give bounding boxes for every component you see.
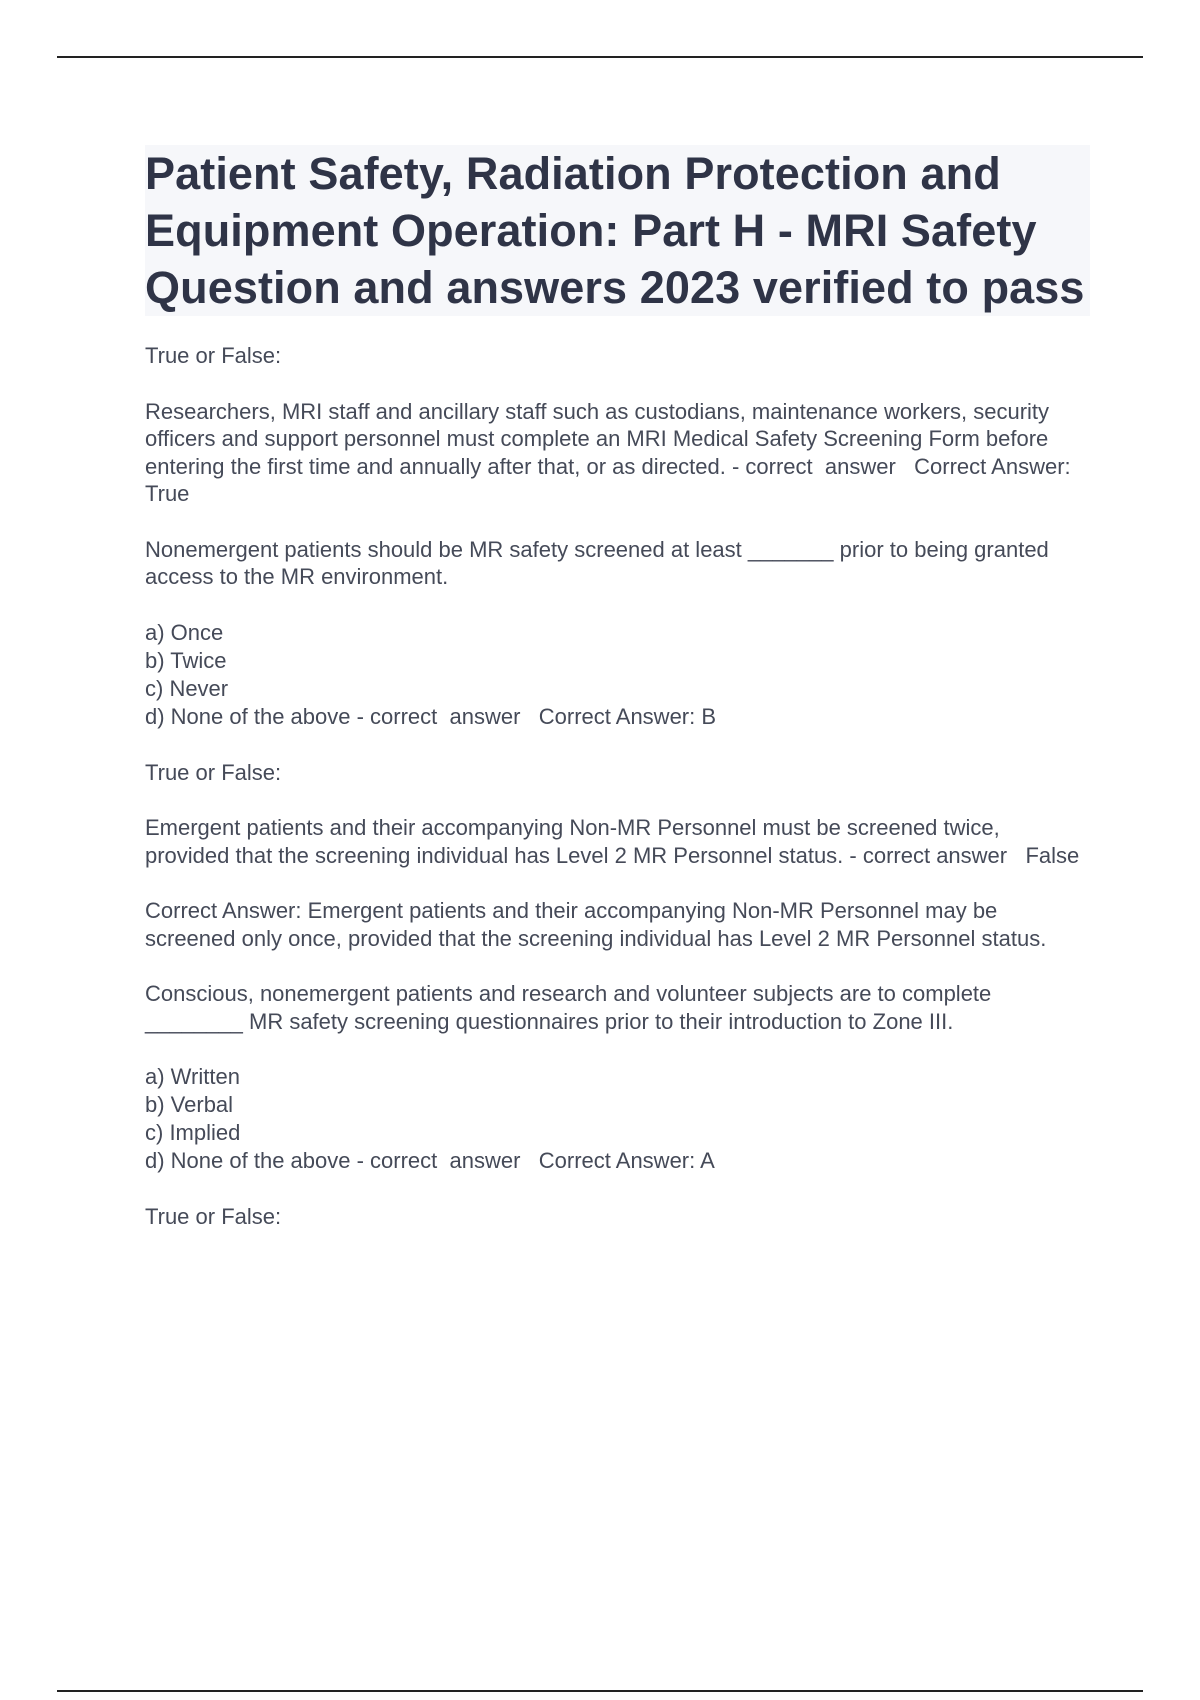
question-text: Emergent patients and their accompanying Non-MR Personnel must be screened twice, provided that the screening individual has Level 2 MR Personnel status. - correct answer False [145,815,1080,868]
question-text: Nonemergent patients should be MR safety screened at least _______ prior to being granted access to the MR environment. [145,536,1049,589]
question-prompt: True or False: [145,1204,282,1229]
option-item: b) Verbal [145,1092,234,1117]
option-item: d) None of the above - correct answer Correct Answer: A [145,1148,715,1173]
question-text: Conscious, nonemergent patients and research and volunteer subjects are to complete ________ MR safety screening questionnaires prior to their introduction to Zone III. [145,981,992,1034]
document-title: Patient Safety, Radiation Protection and Equipment Operation: Part H - MRI Safety Question and answers 2023 verified to pass [145,148,1085,313]
answer-options [145,619,1090,731]
question-text: Researchers, MRI staff and ancillary staff such as custodians, maintenance workers, security officers and support personnel must complete an MRI Medical Safety Screening Form before entering the first time and annually after that, or as directed. - correct answer Correct Answer: True [145,398,1077,506]
header-rule [57,56,1143,58]
option-item: c) Implied [145,1120,241,1145]
option-item: d) None of the above - correct answer Correct Answer: B [145,703,717,729]
question-prompt: True or False: [145,759,282,785]
option-item: b) Twice [145,647,227,673]
option-item: a) Once [145,619,224,645]
document-content [145,145,1090,1259]
answer-options [145,1063,1090,1175]
question-prompt: True or False: [145,343,282,368]
option-item: a) Written [145,1064,240,1089]
footer-rule [57,1690,1143,1692]
answer-explanation: Correct Answer: Emergent patients and their accompanying Non-MR Personnel may be screened only once, provided that the screening individual has Level 2 MR Personnel status. [145,898,1047,951]
option-item: c) Never [145,675,229,701]
title-block [145,145,1090,316]
document-body [145,342,1090,1231]
